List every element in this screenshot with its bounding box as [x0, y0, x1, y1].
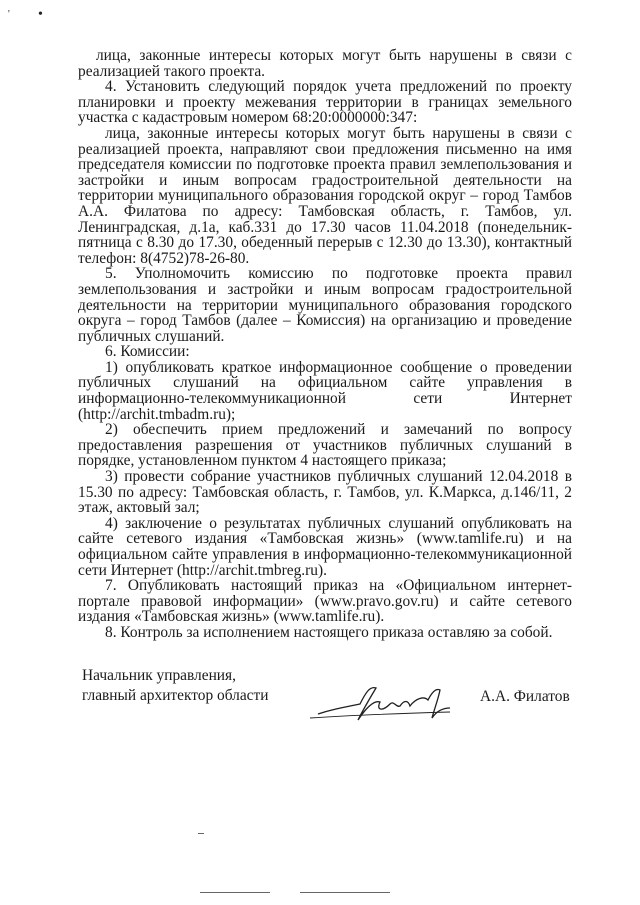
signatory-position-line1: Начальник управления, [82, 667, 236, 684]
paragraph-item-7: 7. Опубликовать настоящий приказ на «Официальном интернет-портале правовой информации» (www.pravo.gov.ru) и сайте сетевого издания «Тамбовская жизнь» (www.tamlife.ru). [78, 577, 572, 626]
scan-dot: • [38, 7, 43, 22]
scan-artifact-line [300, 892, 390, 893]
paragraph-item-8: 8. Контроль за исполнением настоящего приказа оставляю за собой. [105, 623, 553, 641]
paragraph-item-6-4: 4) заключение о результатах публичных слушаний опубликовать на сайте сетевого издания «Тамбовская жизнь» (www.tamlife.ru) и на официальном сайте управления в информационно-телекоммуникационной сети Интернет (http://archit.tmbreg.ru). [78, 514, 572, 579]
paragraph-item-6-2: 2) обеспечить прием предложений и замечаний по вопросу предоставления разрешения от участников публичных слушаний в порядке, установленном пунктом 4 настоящего приказа; [78, 421, 572, 470]
scan-tick: ' [8, 9, 10, 20]
document-body [78, 48, 572, 641]
signatory-name: А.А. Филатов [480, 688, 570, 705]
paragraph-item-6-3: 3) провести собрание участников публичных слушаний 12.04.2018 в 15.30 по адресу: Тамбовская область, г. Тамбов, ул. К.Маркса, д.146/11, 2 этаж, актовый зал; [78, 468, 572, 517]
signatory-position-line2: главный архитектор области [82, 687, 269, 704]
paragraph-item-6-1: 1) опубликовать краткое информационное сообщение о проведении публичных слушаний на официальном сайте управления в информационно-телекоммуникационной сети Интернет (http://archit.tmbadm.ru); [78, 358, 572, 423]
paragraph-item-4: 4. Установить следующий порядок учета предложений по проекту планировки и проекту межевания территории в границах земельного участка с кадастровым номером 68:20:0000000:347: [78, 78, 572, 127]
paragraph-continuation: лица, законные интересы которых могут быть нарушены в связи с реализацией такого проекта. [78, 47, 572, 80]
paragraph-item-6: 6. Комиссии: [105, 343, 190, 361]
paragraph-item-5: 5. Уполномочить комиссию по подготовке проекта правил землепользования и застройки и иным вопросам градостроительной деятельности на территории муниципального образования городского округа – город Тамбов (далее – Комиссия) на организацию и проведение публичных слушаний. [78, 265, 572, 345]
handwritten-signature [300, 678, 475, 728]
paragraph-item-4-text: лица, законные интересы которых могут быть нарушены в связи с реализацией проекта, направляют свои предложения письменно на имя председателя комиссии по подготовке проекта правил землепользования и застройки и иным вопросам градостроительной деятельности на территории муниципального образования городской округ – город Тамбов А.А. Филатова по адресу: Тамбовская область, г. Тамбов, ул. Ленинградская, д.1а, каб.331 до 17.30 часов 11.04.2018 (понедельник-пятница с 8.30 до 17.30, обеденный перерыв с 12.30 до 13.30), контактный телефон: 8(4752)78-26-80. [78, 124, 572, 267]
scan-artifact-line [198, 833, 204, 834]
scan-artifact-line [200, 892, 270, 893]
